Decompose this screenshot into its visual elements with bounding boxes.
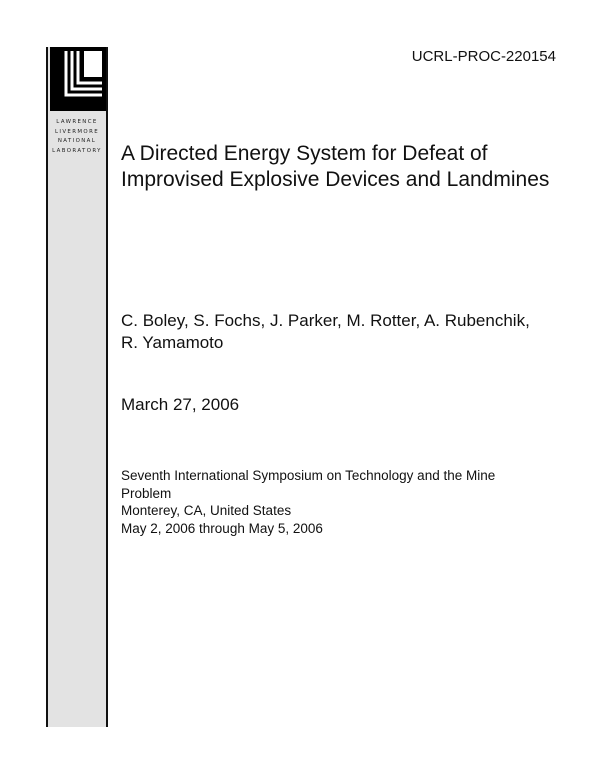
conference-location: Monterey, CA, United States	[121, 503, 292, 518]
lab-name-line: LIVERMORE	[54, 128, 100, 135]
lawrence-livermore-logo-icon	[50, 47, 106, 111]
lab-name-line: LAWRENCE	[56, 119, 98, 125]
document-title: A Directed Energy System for Defeat of Improvised Explosive Devices and Landmines	[121, 142, 550, 191]
conference-info	[121, 467, 571, 537]
sidebar-band	[46, 47, 108, 727]
report-number: UCRL-PROC-220154	[411, 48, 556, 65]
lab-name	[48, 118, 106, 156]
conference-dates: May 2, 2006 through May 5, 2006	[121, 520, 323, 536]
publication-date: March 27, 2006	[121, 395, 240, 414]
lab-logo	[50, 47, 106, 111]
lab-name-line: NATIONAL	[57, 138, 97, 144]
conference-name-line1: Seventh International Symposium on Technology and the Mine	[121, 468, 496, 483]
conference-name-line2: Problem	[121, 485, 172, 501]
author-list: C. Boley, S. Fochs, J. Parker, M. Rotter, A. Rubenchik, R. Yamamoto	[121, 311, 530, 352]
lab-name-line: LABORATORY	[52, 147, 102, 154]
